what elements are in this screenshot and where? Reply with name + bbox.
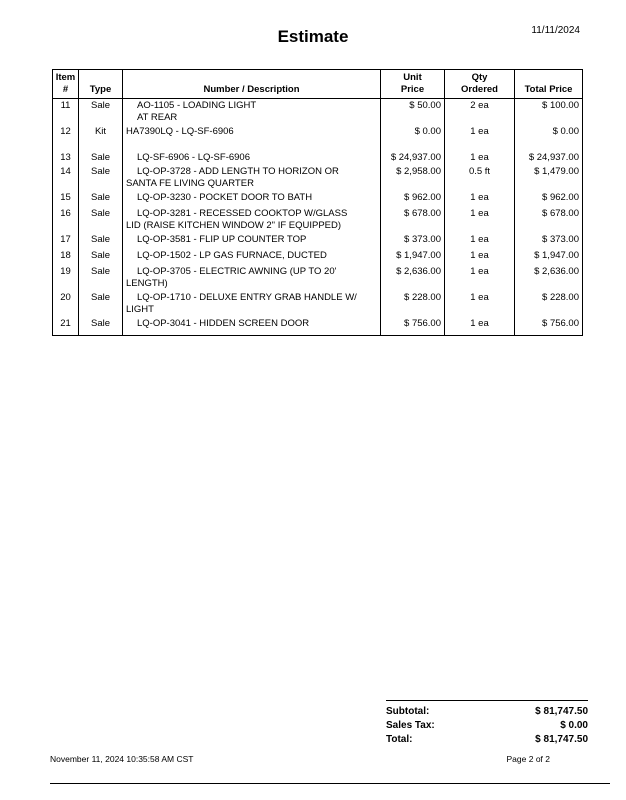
col-header-qty-line1: Qty xyxy=(471,72,488,83)
unit-price: $ 50.00 xyxy=(381,99,445,126)
item-number: 14 xyxy=(53,165,79,191)
sales-tax-label: Sales Tax: xyxy=(386,720,435,731)
item-description xyxy=(123,165,381,191)
qty-ordered: 1 ea xyxy=(445,233,515,249)
item-type: Sale xyxy=(79,191,123,207)
document-date: 11/11/2024 xyxy=(531,25,580,36)
item-number: 21 xyxy=(53,317,79,335)
item-description xyxy=(123,265,381,291)
total-value: $ 81,747.50 xyxy=(535,734,588,745)
description-line-2: LIGHT xyxy=(126,304,154,315)
item-type: Sale xyxy=(79,99,123,126)
qty-ordered: 1 ea xyxy=(445,125,515,147)
sales-tax-value: $ 0.00 xyxy=(560,720,588,731)
col-header-unit-line2: Price xyxy=(400,84,425,95)
item-description xyxy=(123,147,381,165)
table-row xyxy=(53,125,583,147)
total-price: $ 2,636.00 xyxy=(515,265,583,291)
description-line-1: LQ-OP-3230 - POCKET DOOR TO BATH xyxy=(137,192,313,203)
unit-price: $ 962.00 xyxy=(381,191,445,207)
footer-timestamp: November 11, 2024 10:35:58 AM CST xyxy=(50,754,194,764)
unit-price: $ 2,958.00 xyxy=(381,165,445,191)
table-row xyxy=(53,249,583,265)
unit-price: $ 228.00 xyxy=(381,291,445,317)
subtotal-row xyxy=(386,705,588,719)
item-type: Sale xyxy=(79,291,123,317)
table-row xyxy=(53,265,583,291)
item-type: Sale xyxy=(79,265,123,291)
table-row xyxy=(53,207,583,233)
col-header-description: Number / Description xyxy=(123,70,381,99)
item-description xyxy=(123,125,381,147)
col-header-qty xyxy=(445,70,515,99)
description-line-1: LQ-OP-3281 - RECESSED COOKTOP W/GLASS xyxy=(137,208,348,219)
total-row xyxy=(386,733,588,747)
table-row xyxy=(53,291,583,317)
description-line-1: LQ-OP-3581 - FLIP UP COUNTER TOP xyxy=(137,234,307,245)
qty-ordered: 1 ea xyxy=(445,249,515,265)
table-row xyxy=(53,317,583,335)
col-header-item-line1: Item xyxy=(55,72,76,83)
table-row xyxy=(53,147,583,165)
description-line-1: LQ-SF-6906 - LQ-SF-6906 xyxy=(137,152,250,163)
col-header-type: Type xyxy=(79,70,123,99)
total-price: $ 756.00 xyxy=(515,317,583,335)
item-number: 20 xyxy=(53,291,79,317)
col-header-unit-price xyxy=(381,70,445,99)
qty-ordered: 1 ea xyxy=(445,265,515,291)
description-line-2: AT REAR xyxy=(137,112,178,123)
line-items-table xyxy=(52,69,583,336)
table-row xyxy=(53,233,583,249)
item-description xyxy=(123,233,381,249)
table-header-row xyxy=(53,70,583,99)
col-header-item-line2: # xyxy=(62,84,69,95)
description-line-2: LENGTH) xyxy=(126,278,168,289)
item-type: Sale xyxy=(79,165,123,191)
total-price: $ 100.00 xyxy=(515,99,583,126)
unit-price: $ 2,636.00 xyxy=(381,265,445,291)
col-header-item xyxy=(53,70,79,99)
item-description xyxy=(123,99,381,126)
qty-ordered: 1 ea xyxy=(445,291,515,317)
table-row xyxy=(53,165,583,191)
qty-ordered: 1 ea xyxy=(445,317,515,335)
description-line-1: LQ-OP-1502 - LP GAS FURNACE, DUCTED xyxy=(137,250,327,261)
item-type: Sale xyxy=(79,249,123,265)
unit-price: $ 0.00 xyxy=(381,125,445,147)
total-price: $ 962.00 xyxy=(515,191,583,207)
description-line-1: LQ-OP-3705 - ELECTRIC AWNING (UP TO 20' xyxy=(137,266,337,277)
qty-ordered: 1 ea xyxy=(445,147,515,165)
item-description xyxy=(123,317,381,335)
total-price: $ 1,947.00 xyxy=(515,249,583,265)
item-number: 11 xyxy=(53,99,79,126)
description-line-2: LID (RAISE KITCHEN WINDOW 2" IF EQUIPPED) xyxy=(126,220,342,231)
description-line-1: LQ-OP-1710 - DELUXE ENTRY GRAB HANDLE W/ xyxy=(137,292,357,303)
line-items-body xyxy=(53,99,583,336)
item-number: 16 xyxy=(53,207,79,233)
item-description xyxy=(123,291,381,317)
subtotal-value: $ 81,747.50 xyxy=(535,706,588,717)
item-number: 17 xyxy=(53,233,79,249)
description-line-1: AO-1105 - LOADING LIGHT xyxy=(137,100,257,111)
total-price: $ 24,937.00 xyxy=(515,147,583,165)
unit-price: $ 1,947.00 xyxy=(381,249,445,265)
item-number: 19 xyxy=(53,265,79,291)
qty-ordered: 2 ea xyxy=(445,99,515,126)
col-header-total: Total Price xyxy=(515,70,583,99)
table-row xyxy=(53,99,583,126)
description-line-1: LQ-OP-3041 - HIDDEN SCREEN DOOR xyxy=(137,318,310,329)
document-title: Estimate xyxy=(277,27,349,46)
unit-price: $ 24,937.00 xyxy=(381,147,445,165)
description-line-1: LQ-OP-3728 - ADD LENGTH TO HORIZON OR xyxy=(137,166,339,177)
qty-ordered: 1 ea xyxy=(445,191,515,207)
totals-block xyxy=(386,700,588,747)
unit-price: $ 756.00 xyxy=(381,317,445,335)
description-line-2: SANTA FE LIVING QUARTER xyxy=(126,178,254,189)
item-type: Sale xyxy=(79,317,123,335)
total-price: $ 678.00 xyxy=(515,207,583,233)
item-description xyxy=(123,249,381,265)
col-header-qty-line2: Ordered xyxy=(461,84,498,95)
item-number: 13 xyxy=(53,147,79,165)
description-line-1: HA7390LQ - LQ-SF-6906 xyxy=(126,126,234,137)
total-label: Total: xyxy=(386,734,413,745)
total-price: $ 1,479.00 xyxy=(515,165,583,191)
item-number: 18 xyxy=(53,249,79,265)
total-price: $ 0.00 xyxy=(515,125,583,147)
item-description xyxy=(123,207,381,233)
col-header-unit-line1: Unit xyxy=(403,72,422,83)
qty-ordered: 0.5 ft xyxy=(445,165,515,191)
footer-page-number: Page 2 of 2 xyxy=(506,754,550,764)
item-number: 12 xyxy=(53,125,79,147)
item-type: Sale xyxy=(79,147,123,165)
subtotal-label: Subtotal: xyxy=(386,706,430,717)
unit-price: $ 373.00 xyxy=(381,233,445,249)
sales-tax-row xyxy=(386,719,588,733)
footer-divider xyxy=(50,783,610,784)
item-type: Sale xyxy=(79,233,123,249)
total-price: $ 228.00 xyxy=(515,291,583,317)
unit-price: $ 678.00 xyxy=(381,207,445,233)
qty-ordered: 1 ea xyxy=(445,207,515,233)
total-price: $ 373.00 xyxy=(515,233,583,249)
item-number: 15 xyxy=(53,191,79,207)
item-type: Sale xyxy=(79,207,123,233)
item-description xyxy=(123,191,381,207)
item-type: Kit xyxy=(79,125,123,147)
table-row xyxy=(53,191,583,207)
